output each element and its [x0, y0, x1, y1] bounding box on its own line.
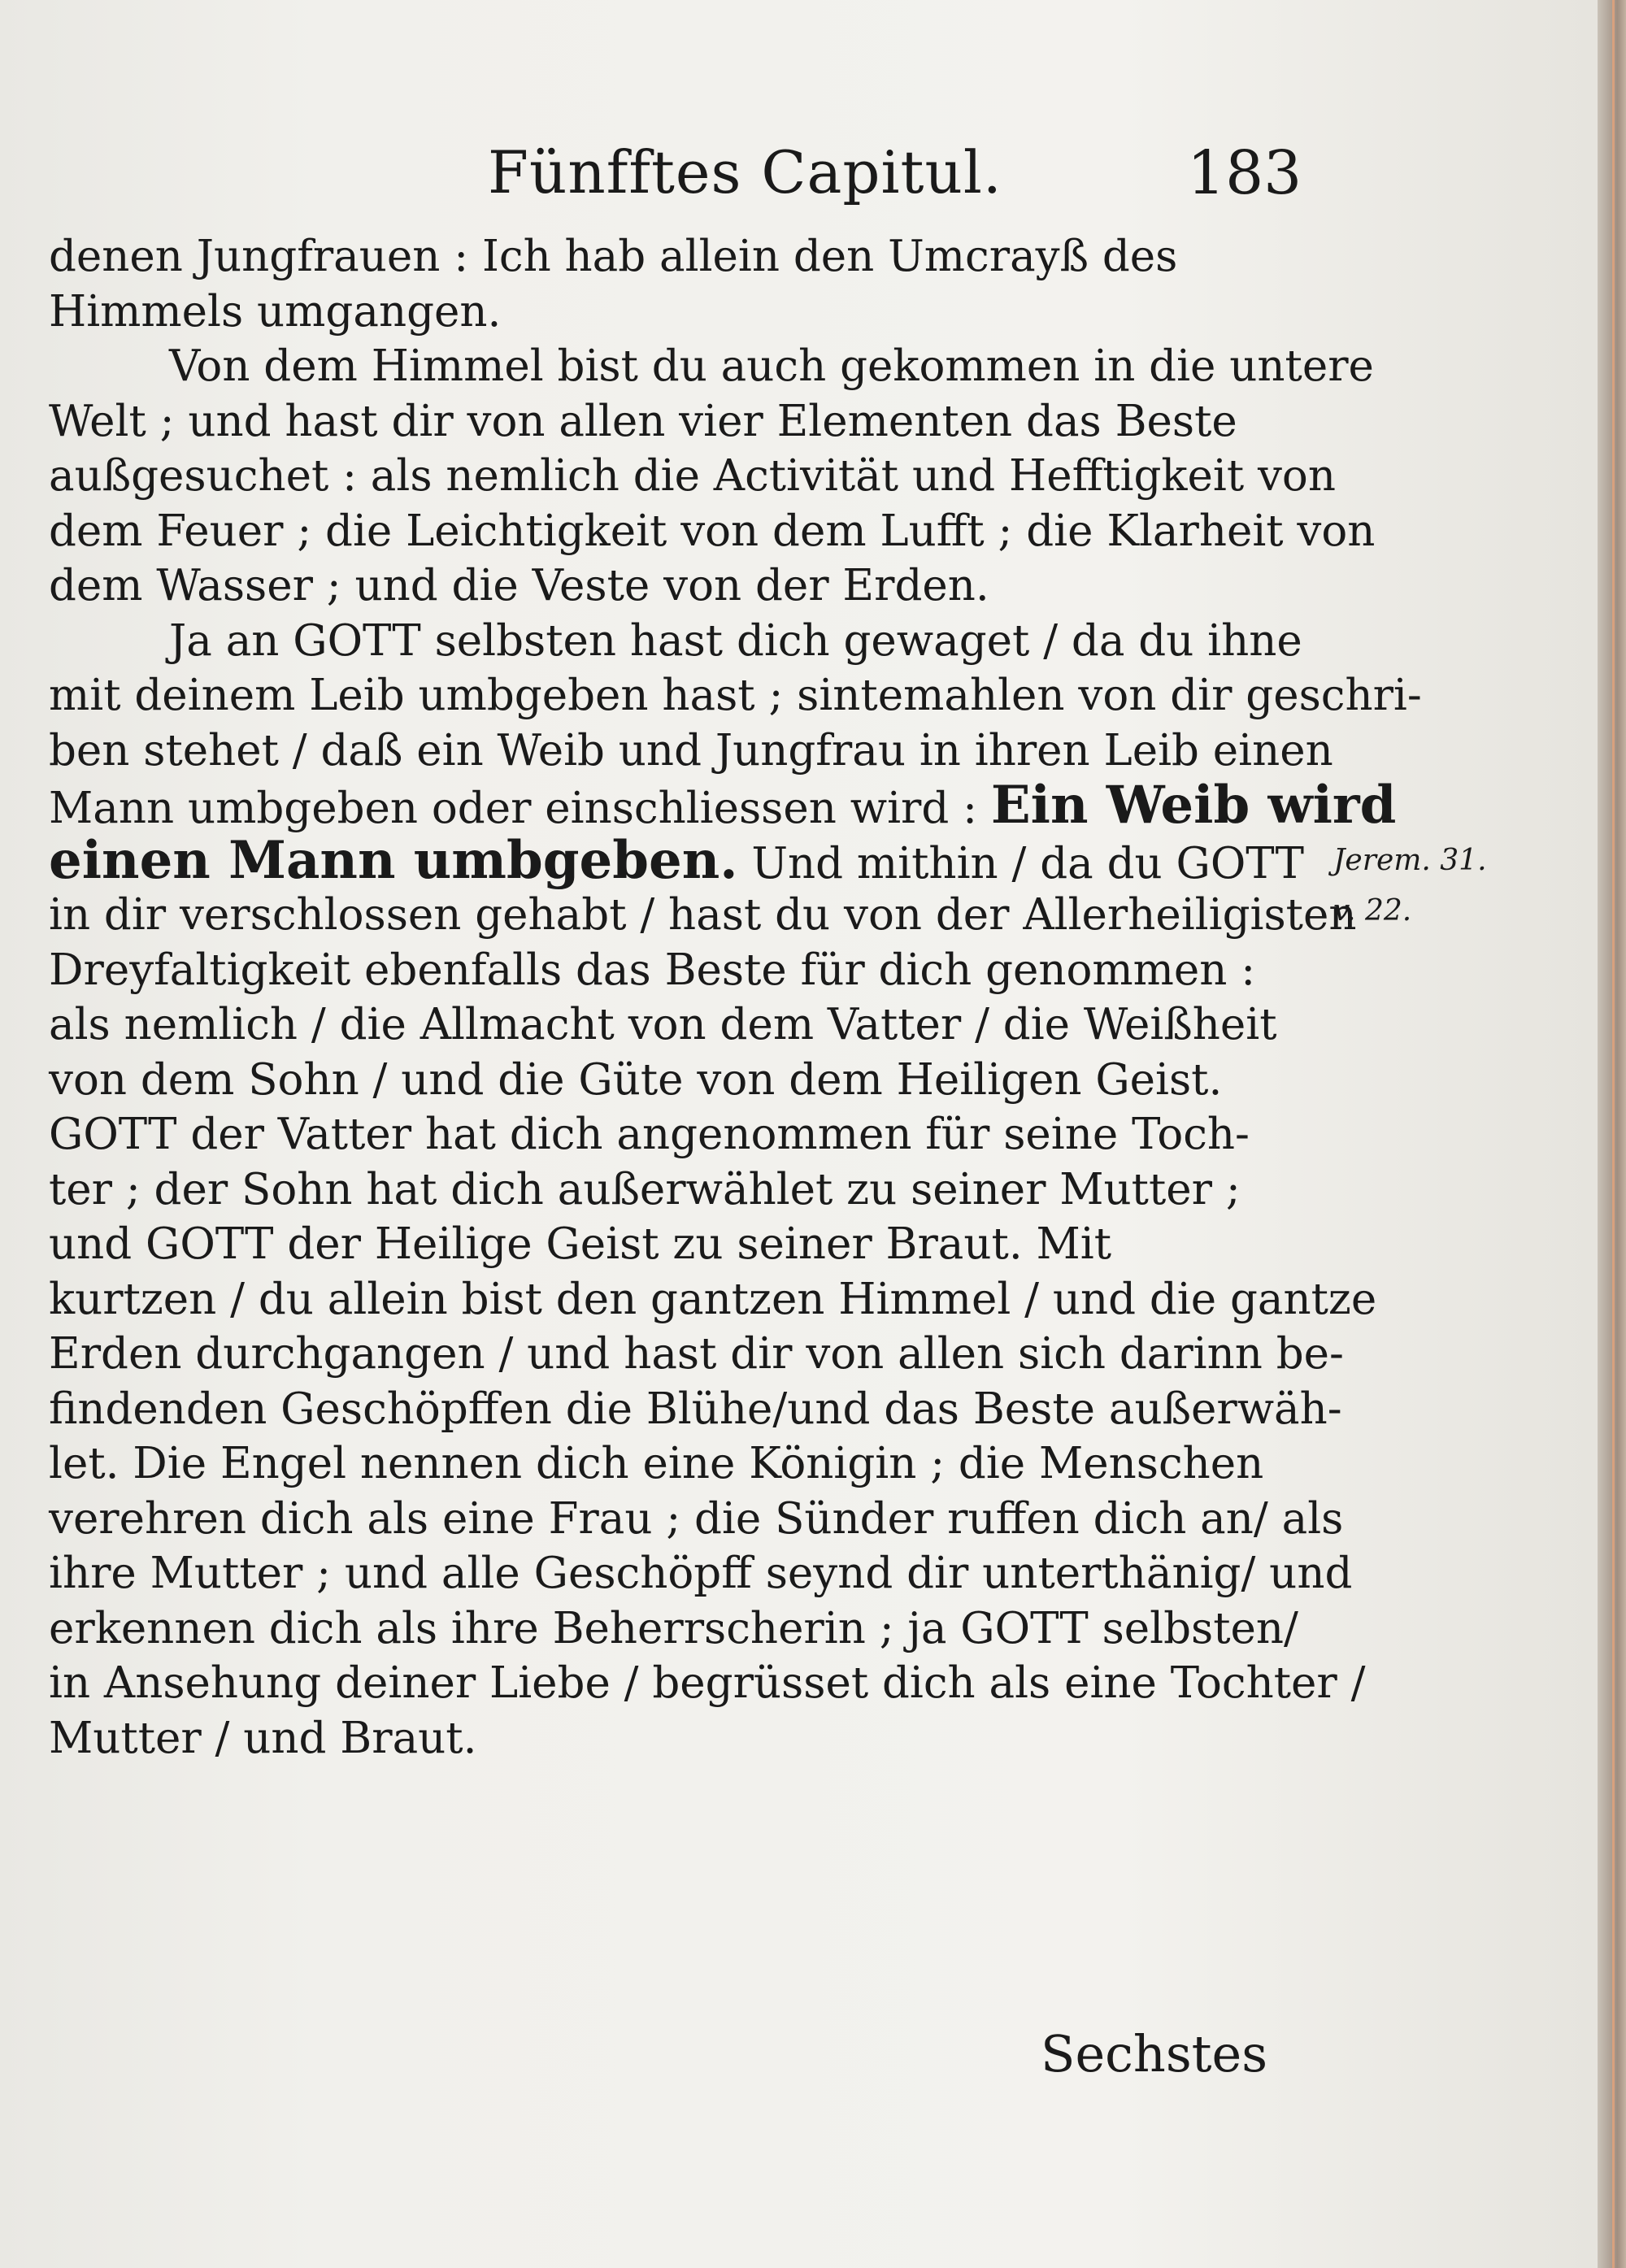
- text-line: ter ; der Sohn hat dich außerwählet zu seiner Mutter ;: [49, 1164, 1241, 1214]
- text-line: dem Wasser ; und die Veste von der Erden.: [49, 561, 989, 610]
- page-number: 183: [1187, 138, 1302, 208]
- text-line: let. Die Engel nennen dich eine Königin ; die Menschen: [49, 1439, 1264, 1488]
- text-line: dem Feuer ; die Leichtigkeit von dem Lufft ; die Klarheit von: [49, 506, 1376, 556]
- text-line: mit deinem Leib umbgeben hast ; sintemahlen von dir geschri-: [49, 671, 1422, 720]
- text-line: findenden Geschöpffen die Blühe/und das Beste außerwäh-: [49, 1384, 1342, 1434]
- text-line: GOTT der Vatter hat dich angenommen für seine Toch-: [49, 1110, 1250, 1159]
- text-line: in Ansehung deiner Liebe / begrüsset dich als eine Tochter /: [49, 1658, 1366, 1708]
- text-line: Himmels umgangen.: [49, 286, 502, 337]
- text-line: als nemlich / die Allmacht von dem Vatter / die Weißheit: [49, 1000, 1277, 1049]
- margin-note-verse: v. 22.: [1333, 894, 1412, 928]
- paragraph-start-line: Von dem Himmel bist du auch gekommen in die untere: [169, 341, 1374, 391]
- scripture-quote: einen Mann umbgeben.: [49, 829, 738, 891]
- text-line: Mutter / und Braut.: [49, 1713, 477, 1763]
- running-title: Fünfftes Capitul.: [488, 138, 1002, 206]
- text-line: denen Jungfrauen : Ich hab allein den Umcrayß des: [49, 232, 1178, 281]
- text-line: von dem Sohn / und die Güte von dem Heiligen Geist.: [49, 1054, 1223, 1105]
- show-through-text: [49, 1902, 1285, 1941]
- text-line: kurtzen / du allein bist den gantzen Himmel / und die gantze: [49, 1274, 1377, 1324]
- text-line: verehren dich als eine Frau ; die Sünder ruffen dich an/ als: [49, 1493, 1344, 1544]
- margin-note-reference: Jerem. 31.: [1333, 844, 1487, 877]
- text-line: [49, 775, 1397, 836]
- text-line: Erden durchgangen / und hast dir von allen sich darinn be-: [49, 1329, 1344, 1379]
- paragraph-start-line: Ja an GOTT selbsten hast dich gewaget / da du ihne: [169, 615, 1302, 666]
- text-line: Welt ; und hast dir von allen vier Elementen das Beste: [49, 396, 1237, 446]
- text-line: Dreyfaltigkeit ebenfalls das Beste für dich genommen :: [49, 945, 1256, 995]
- text-line: und GOTT der Heilige Geist zu seiner Braut. Mit: [49, 1219, 1112, 1269]
- line-text: Mann umbgeben oder einschliessen wird :: [49, 784, 991, 833]
- page-edge-stripe: [1612, 0, 1615, 2268]
- catchword: Sechstes: [1041, 2024, 1268, 2083]
- text-line: erkennen dich als ihre Beherrscherin ; ja GOTT selbsten/: [49, 1603, 1298, 1653]
- text-line: außgesuchet : als nemlich die Activität und Hefftigkeit von: [49, 451, 1336, 501]
- page-header: [0, 138, 1598, 219]
- text-line: ben stehet / daß ein Weib und Jungfrau in ihren Leib einen: [49, 725, 1333, 776]
- text-line: ihre Mutter ; und alle Geschöpff seynd dir unterthänig/ und: [49, 1549, 1353, 1598]
- text-line: in dir verschlossen gehabt / hast du von der Allerheiligisten: [49, 890, 1357, 940]
- line-text: Und mithin / da du GOTT: [737, 838, 1304, 889]
- scripture-quote: Ein Weib wird: [990, 775, 1397, 836]
- text-line: [49, 829, 1341, 891]
